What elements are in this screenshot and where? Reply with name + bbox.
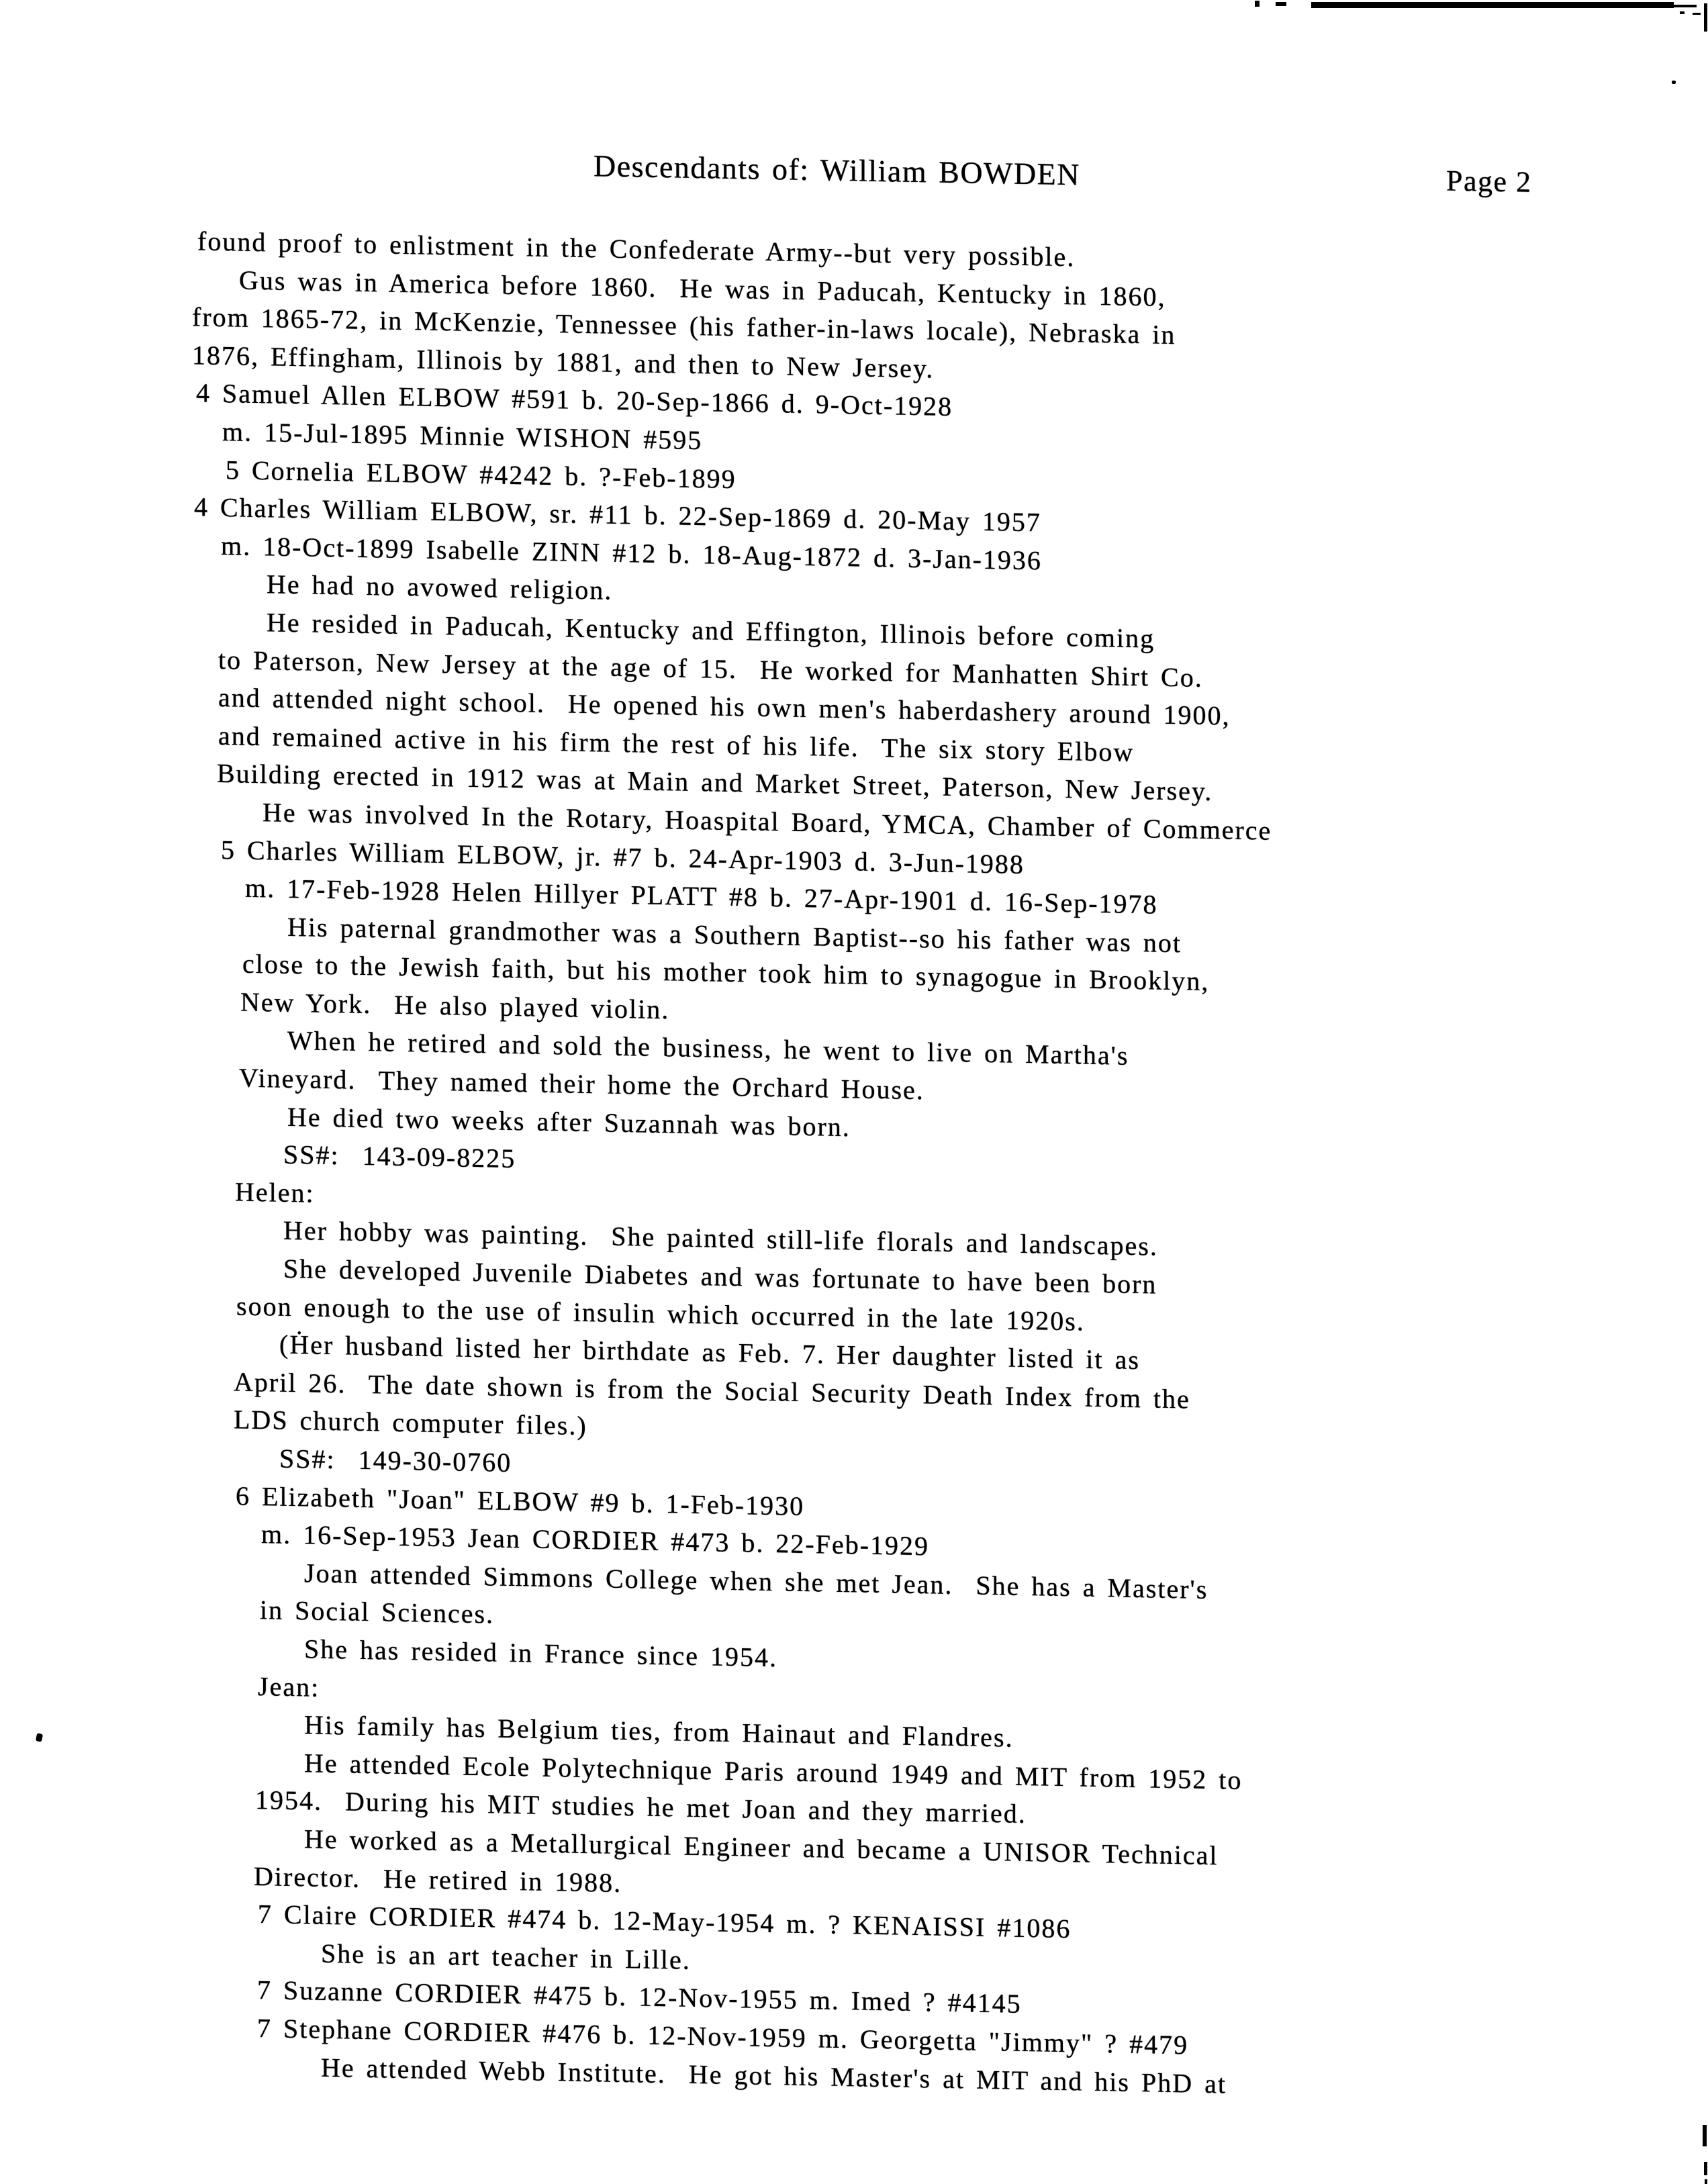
document-line: He resided in Paducah, Kentucky and Effington, Illinois before coming xyxy=(267,607,1155,654)
document-line: His family has Belgium ties, from Hainaut and Flandres. xyxy=(304,1709,1014,1753)
document-line: and remained active in his firm the rest of his life. The six story Elbow xyxy=(218,720,1135,767)
document-body xyxy=(0,219,1708,2112)
document-line: 5 Charles William ELBOW, jr. #7 b. 24-Apr-1903 d. 3-Jun-1988 xyxy=(221,834,1025,880)
document-line: He had no avowed religion. xyxy=(267,569,613,606)
document-line: 4 Samuel Allen ELBOW #591 b. 20-Sep-1866 d. 9-Oct-1928 xyxy=(196,377,953,422)
document-line: Jean: xyxy=(258,1670,320,1703)
document-line: When he retired and sold the business, he went to live on Martha's xyxy=(287,1025,1129,1072)
document-line: from 1865-72, in McKenzie, Tennessee (his father-in-laws locale), Nebraska in xyxy=(192,301,1176,350)
scan-artifact-top-bar-tail xyxy=(1674,5,1697,7)
scan-artifact-dot xyxy=(1693,13,1701,15)
document-line: SS#: 143-09-8225 xyxy=(283,1139,516,1174)
document-line: 7 Suzanne CORDIER #475 b. 12-Nov-1955 m. Imed ? #4145 xyxy=(257,1975,1022,2020)
document-line: SS#: 149-30-0760 xyxy=(279,1443,512,1478)
document-line: Vineyard. They named their home the Orchard House. xyxy=(239,1062,924,1106)
document-line: 6 Elizabeth "Joan" ELBOW #9 b. 1-Feb-1930 xyxy=(236,1480,805,1521)
document-line: He attended Ecole Polytechnique Paris around 1949 and MIT from 1952 to xyxy=(304,1748,1243,1795)
document-title: Descendants of: William BOWDEN xyxy=(594,148,1080,192)
document-line: His paternal grandmother was a Southern Baptist--so his father was not xyxy=(287,911,1182,958)
document-line: m. 15-Jul-1895 Minnie WISHON #595 xyxy=(222,416,703,456)
document-line: Director. He retired in 1988. xyxy=(254,1860,622,1898)
document-line: LDS church computer files.) xyxy=(234,1404,587,1441)
scan-artifact-right-edge-line xyxy=(1704,3,1707,32)
document-line: He was involved In the Rotary, Hoaspital Board, YMCA, Chamber of Commerce xyxy=(263,797,1272,846)
document-line: close to the Jewish faith, but his mother took him to synagogue in Brooklyn, xyxy=(242,948,1210,997)
document-line: New York. He also played violin. xyxy=(240,986,670,1025)
document-line: and attended night school. He opened his own men's haberdashery around 1900, xyxy=(218,682,1231,731)
scan-artifact-dot xyxy=(1276,2,1286,6)
document-line: Her hobby was painting. She painted still-life florals and landscapes. xyxy=(283,1215,1158,1262)
document-line: found proof to enlistment in the Confederate Army--but very possible. xyxy=(197,226,1076,273)
document-line: 7 Claire CORDIER #474 b. 12-May-1954 m. ? KENAISSI #1086 xyxy=(258,1899,1072,1944)
scan-artifact-dot xyxy=(1255,1,1260,7)
document-line: 5 Cornelia ELBOW #4242 b. ?-Feb-1899 xyxy=(226,454,737,494)
document-line: She is an art teacher in Lille. xyxy=(321,1938,691,1975)
document-line: 1954. During his MIT studies he met Joan and they married. xyxy=(255,1785,1027,1830)
document-line: Helen: xyxy=(235,1176,315,1208)
document-line: He attended Webb Institute. He got his Master's at MIT and his PhD at xyxy=(321,2052,1227,2099)
document-line: in Social Sciences. xyxy=(260,1595,495,1629)
document-line: soon enough to the use of insulin which occurred in the late 1920s. xyxy=(236,1290,1085,1337)
document-line: Building erected in 1912 was at Main and Market Street, Paterson, New Jersey. xyxy=(217,758,1213,807)
document-line: He worked as a Metallurgical Engineer and became a UNISOR Technical xyxy=(304,1823,1219,1871)
document-line: 4 Charles William ELBOW, sr. #11 b. 22-Sep-1869 d. 20-May 1957 xyxy=(194,491,1041,538)
document-line: m. 16-Sep-1953 Jean CORDIER #473 b. 22-Feb-1929 xyxy=(261,1519,930,1562)
scan-artifact-top-bar xyxy=(1311,2,1674,8)
document-line: He died two weeks after Suzannah was born. xyxy=(287,1101,851,1142)
document-line: m. 18-Oct-1899 Isabelle ZINN #12 b. 18-Aug-1872 d. 3-Jan-1936 xyxy=(221,530,1042,576)
document-line: 1876, Effingham, Illinois by 1881, and then to New Jersey. xyxy=(192,340,935,384)
document-line: (Ḣer husband listed her birthdate as Feb. 7. Her daughter listed it as xyxy=(279,1329,1140,1376)
document-line: She has resided in France since 1954. xyxy=(304,1633,777,1673)
document-line: 7 Stephane CORDIER #476 b. 12-Nov-1959 m. Georgetta "Jimmy" ? #479 xyxy=(257,2012,1189,2060)
document-line: m. 17-Feb-1928 Helen Hillyer PLATT #8 b. 27-Apr-1901 d. 16-Sep-1978 xyxy=(245,872,1158,920)
document-line: to Paterson, New Jersey at the age of 15. He worked for Manhatten Shirt Co. xyxy=(218,644,1203,693)
scan-artifact-dot xyxy=(1680,11,1685,14)
document-line: Gus was in America before 1860. He was in Paducah, Kentucky in 1860, xyxy=(239,265,1166,312)
page-number: Page 2 xyxy=(1446,164,1532,199)
document-line: April 26. The date shown is from the Social Security Death Index from the xyxy=(234,1366,1190,1415)
document-line: Joan attended Simmons College when she met Jean. She has a Master's xyxy=(304,1558,1208,1605)
document-header xyxy=(0,137,1708,209)
document-line: She developed Juvenile Diabetes and was fortunate to have been born xyxy=(283,1253,1157,1300)
